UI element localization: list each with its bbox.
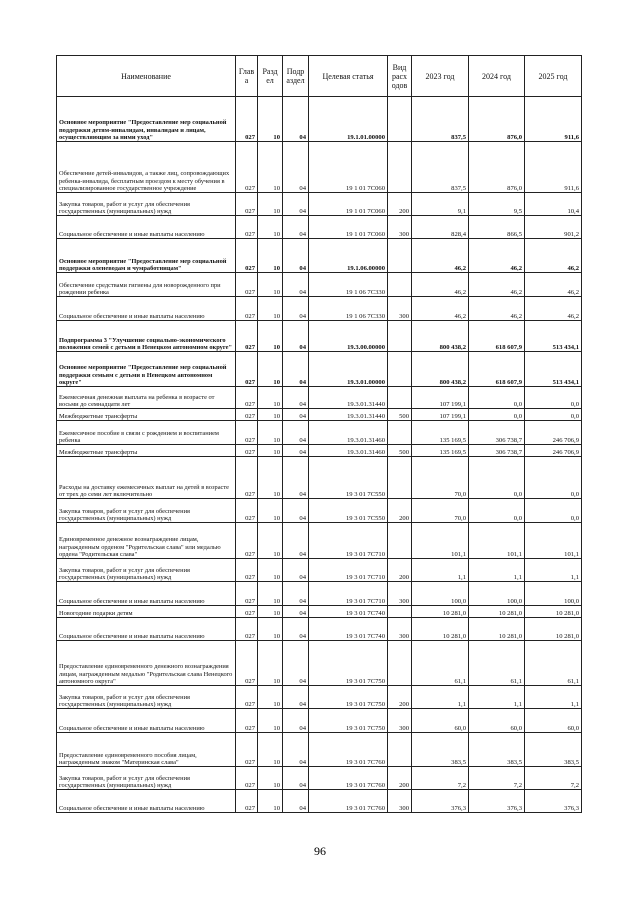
cell-target-article: 19.3.01.31460 (309, 445, 388, 457)
cell-year-2024: 0,0 (469, 457, 525, 499)
cell-target-article: 19 3 01 7С710 (309, 582, 388, 606)
cell-glava: 027 (236, 97, 258, 142)
cell-year-2023: 1,1 (412, 686, 469, 709)
cell-expense-type: 500 (388, 445, 412, 457)
cell-year-2024: 866,5 (469, 216, 525, 239)
cell-razdel: 10 (258, 142, 283, 193)
cell-glava: 027 (236, 686, 258, 709)
cell-name: Единовременное денежное вознаграждение лицам, награжденным орденом "Родительская слава" или медалью ордена "Родительская слава" (57, 523, 236, 559)
table-row (57, 445, 582, 457)
cell-razdel: 10 (258, 457, 283, 499)
cell-expense-type: 300 (388, 709, 412, 733)
cell-year-2025: 911,6 (525, 97, 582, 142)
cell-expense-type (388, 321, 412, 352)
cell-year-2025: 1,1 (525, 686, 582, 709)
cell-year-2024: 46,2 (469, 239, 525, 273)
document-page (56, 55, 581, 813)
cell-expense-type (388, 523, 412, 559)
cell-razdel: 10 (258, 216, 283, 239)
cell-glava: 027 (236, 641, 258, 686)
cell-year-2025: 911,6 (525, 142, 582, 193)
cell-year-2025: 376,3 (525, 790, 582, 813)
cell-year-2025: 0,0 (525, 499, 582, 523)
table-header-row (57, 56, 582, 97)
cell-target-article: 19 3 01 7С740 (309, 618, 388, 641)
cell-name: Расходы на доставку ежемесячных выплат на детей в возрасте от трех до семи лет включительно (57, 457, 236, 499)
table-body (57, 97, 582, 813)
header-year-2023: 2023 год (412, 56, 469, 97)
cell-glava: 027 (236, 709, 258, 733)
cell-year-2024: 46,2 (469, 273, 525, 297)
cell-expense-type (388, 273, 412, 297)
table-row (57, 387, 582, 409)
cell-target-article: 19 1 01 7С060 (309, 142, 388, 193)
cell-year-2025: 0,0 (525, 457, 582, 499)
cell-year-2023: 9,1 (412, 193, 469, 216)
cell-glava: 027 (236, 409, 258, 421)
cell-razdel: 10 (258, 618, 283, 641)
cell-podrazdel: 04 (283, 733, 309, 767)
cell-name: Социальное обеспечение и иные выплаты населению (57, 297, 236, 321)
cell-glava: 027 (236, 352, 258, 387)
cell-year-2023: 10 281,0 (412, 618, 469, 641)
cell-razdel: 10 (258, 709, 283, 733)
cell-year-2025: 0,0 (525, 387, 582, 409)
cell-name: Закупка товаров, работ и услуг для обеспечения государственных (муниципальных) нужд (57, 193, 236, 216)
cell-year-2025: 383,5 (525, 733, 582, 767)
cell-year-2023: 800 438,2 (412, 352, 469, 387)
cell-name: Межбюджетные трансферты (57, 409, 236, 421)
cell-expense-type: 300 (388, 216, 412, 239)
cell-razdel: 10 (258, 523, 283, 559)
cell-target-article: 19 1 01 7С060 (309, 216, 388, 239)
table-row (57, 559, 582, 582)
cell-glava: 027 (236, 523, 258, 559)
cell-year-2024: 7,2 (469, 767, 525, 790)
cell-year-2024: 376,3 (469, 790, 525, 813)
cell-target-article: 19 3 01 7С760 (309, 790, 388, 813)
cell-year-2023: 107 199,1 (412, 409, 469, 421)
cell-name: Основное мероприятие "Предоставление мер социальной поддержки детям-инвалидам, инвалидам и лицам, осуществляющим за ними уход" (57, 97, 236, 142)
cell-year-2024: 101,1 (469, 523, 525, 559)
cell-target-article: 19 3 01 7С750 (309, 709, 388, 733)
cell-year-2024: 10 281,0 (469, 618, 525, 641)
cell-year-2023: 70,0 (412, 457, 469, 499)
cell-podrazdel: 04 (283, 790, 309, 813)
cell-year-2023: 60,0 (412, 709, 469, 733)
cell-podrazdel: 04 (283, 445, 309, 457)
cell-expense-type (388, 387, 412, 409)
table-row (57, 767, 582, 790)
cell-year-2025: 101,1 (525, 523, 582, 559)
header-target-article: Целевая статья (309, 56, 388, 97)
table-row (57, 641, 582, 686)
cell-expense-type (388, 733, 412, 767)
table-row (57, 239, 582, 273)
cell-podrazdel: 04 (283, 767, 309, 790)
cell-razdel: 10 (258, 273, 283, 297)
cell-target-article: 19 3 01 7С760 (309, 733, 388, 767)
cell-razdel: 10 (258, 387, 283, 409)
cell-glava: 027 (236, 193, 258, 216)
cell-year-2025: 246 706,9 (525, 445, 582, 457)
cell-year-2025: 901,2 (525, 216, 582, 239)
cell-podrazdel: 04 (283, 239, 309, 273)
header-year-2024: 2024 год (469, 56, 525, 97)
cell-year-2023: 70,0 (412, 499, 469, 523)
cell-year-2025: 513 434,1 (525, 352, 582, 387)
cell-podrazdel: 04 (283, 582, 309, 606)
table-row (57, 709, 582, 733)
cell-expense-type (388, 352, 412, 387)
cell-name: Обеспечение средствами гигиены для новорожденного при рождении ребенка (57, 273, 236, 297)
cell-podrazdel: 04 (283, 97, 309, 142)
table-row (57, 193, 582, 216)
cell-year-2024: 306 738,7 (469, 445, 525, 457)
table-row (57, 457, 582, 499)
cell-podrazdel: 04 (283, 273, 309, 297)
cell-year-2025: 60,0 (525, 709, 582, 733)
cell-expense-type: 300 (388, 618, 412, 641)
cell-razdel: 10 (258, 641, 283, 686)
cell-target-article: 19 1 06 7С330 (309, 273, 388, 297)
table-row (57, 297, 582, 321)
cell-year-2025: 10 281,0 (525, 606, 582, 618)
cell-podrazdel: 04 (283, 709, 309, 733)
cell-target-article: 19.3.01.31460 (309, 421, 388, 445)
budget-table (56, 55, 582, 813)
cell-razdel: 10 (258, 297, 283, 321)
cell-podrazdel: 04 (283, 618, 309, 641)
cell-year-2024: 618 607,9 (469, 352, 525, 387)
cell-year-2025: 46,2 (525, 297, 582, 321)
cell-year-2025: 0,0 (525, 409, 582, 421)
cell-glava: 027 (236, 457, 258, 499)
cell-target-article: 19 3 01 7С760 (309, 767, 388, 790)
cell-glava: 027 (236, 606, 258, 618)
cell-name: Ежемесячная денежная выплата на ребенка в возрасте от восьми до семнадцати лет (57, 387, 236, 409)
cell-year-2024: 0,0 (469, 499, 525, 523)
cell-year-2023: 100,0 (412, 582, 469, 606)
cell-expense-type (388, 641, 412, 686)
cell-podrazdel: 04 (283, 421, 309, 445)
header-glava: Глав а (236, 56, 258, 97)
table-row (57, 321, 582, 352)
table-row (57, 421, 582, 445)
cell-razdel: 10 (258, 582, 283, 606)
cell-name: Закупка товаров, работ и услуг для обеспечения государственных (муниципальных) нужд (57, 686, 236, 709)
cell-glava: 027 (236, 421, 258, 445)
cell-razdel: 10 (258, 321, 283, 352)
cell-razdel: 10 (258, 790, 283, 813)
cell-expense-type: 300 (388, 582, 412, 606)
cell-year-2023: 376,3 (412, 790, 469, 813)
cell-glava: 027 (236, 618, 258, 641)
cell-razdel: 10 (258, 733, 283, 767)
table-row (57, 97, 582, 142)
cell-podrazdel: 04 (283, 142, 309, 193)
cell-year-2025: 10 281,0 (525, 618, 582, 641)
cell-year-2023: 837,5 (412, 142, 469, 193)
cell-expense-type (388, 457, 412, 499)
cell-name: Обеспечение детей-инвалидов, а также лиц, сопровождающих ребенка-инвалида, бесплатным проездом к месту обучения в специализированное государственное учреждение (57, 142, 236, 193)
cell-name: Предоставление единовременного пособия лицам, награжденным знаком "Материнская слава" (57, 733, 236, 767)
cell-year-2023: 837,5 (412, 97, 469, 142)
cell-target-article: 19.3.01.00000 (309, 352, 388, 387)
cell-target-article: 19 3 01 7С710 (309, 523, 388, 559)
page-number: 96 (314, 844, 326, 858)
cell-expense-type: 200 (388, 767, 412, 790)
cell-podrazdel: 04 (283, 606, 309, 618)
header-podrazdel: Подр аздел (283, 56, 309, 97)
cell-year-2024: 46,2 (469, 297, 525, 321)
table-row (57, 216, 582, 239)
cell-name: Социальное обеспечение и иные выплаты населению (57, 709, 236, 733)
cell-year-2023: 135 169,5 (412, 445, 469, 457)
cell-expense-type: 300 (388, 790, 412, 813)
cell-expense-type: 200 (388, 193, 412, 216)
cell-name: Ежемесячное пособие в связи с рождением и воспитанием ребенка (57, 421, 236, 445)
cell-target-article: 19.3.00.00000 (309, 321, 388, 352)
cell-year-2023: 7,2 (412, 767, 469, 790)
cell-target-article: 19 3 01 7С750 (309, 641, 388, 686)
cell-target-article: 19.1.06.00000 (309, 239, 388, 273)
cell-razdel: 10 (258, 686, 283, 709)
cell-year-2024: 61,1 (469, 641, 525, 686)
table-row (57, 523, 582, 559)
cell-year-2024: 618 607,9 (469, 321, 525, 352)
cell-podrazdel: 04 (283, 686, 309, 709)
cell-year-2023: 383,5 (412, 733, 469, 767)
cell-year-2023: 61,1 (412, 641, 469, 686)
cell-name: Закупка товаров, работ и услуг для обеспечения государственных (муниципальных) нужд (57, 767, 236, 790)
cell-year-2024: 10 281,0 (469, 606, 525, 618)
cell-year-2023: 46,2 (412, 297, 469, 321)
cell-year-2025: 46,2 (525, 273, 582, 297)
cell-name: Основное мероприятие "Предоставление мер социальной поддержки оленеводам и чумработницам" (57, 239, 236, 273)
cell-podrazdel: 04 (283, 457, 309, 499)
cell-razdel: 10 (258, 421, 283, 445)
cell-glava: 027 (236, 767, 258, 790)
cell-target-article: 19.3.01.31440 (309, 409, 388, 421)
cell-year-2024: 306 738,7 (469, 421, 525, 445)
cell-year-2023: 800 438,2 (412, 321, 469, 352)
table-row (57, 409, 582, 421)
table-row (57, 499, 582, 523)
cell-podrazdel: 04 (283, 297, 309, 321)
cell-podrazdel: 04 (283, 559, 309, 582)
table-row (57, 142, 582, 193)
cell-podrazdel: 04 (283, 352, 309, 387)
cell-name: Закупка товаров, работ и услуг для обеспечения государственных (муниципальных) нужд (57, 559, 236, 582)
cell-glava: 027 (236, 445, 258, 457)
cell-glava: 027 (236, 273, 258, 297)
cell-year-2024: 100,0 (469, 582, 525, 606)
cell-razdel: 10 (258, 193, 283, 216)
cell-podrazdel: 04 (283, 409, 309, 421)
cell-year-2025: 513 434,1 (525, 321, 582, 352)
cell-glava: 027 (236, 297, 258, 321)
cell-target-article: 19 3 01 7С750 (309, 686, 388, 709)
cell-glava: 027 (236, 733, 258, 767)
cell-name: Социальное обеспечение и иные выплаты населению (57, 216, 236, 239)
cell-name: Новогодние подарки детям (57, 606, 236, 618)
cell-podrazdel: 04 (283, 193, 309, 216)
cell-podrazdel: 04 (283, 499, 309, 523)
cell-glava: 027 (236, 582, 258, 606)
cell-year-2024: 1,1 (469, 686, 525, 709)
cell-name: Социальное обеспечение и иные выплаты населению (57, 582, 236, 606)
cell-name: Межбюджетные трансферты (57, 445, 236, 457)
header-name: Наименование (57, 56, 236, 97)
cell-target-article: 19.1.01.00000 (309, 97, 388, 142)
header-year-2025: 2025 год (525, 56, 582, 97)
cell-expense-type: 300 (388, 297, 412, 321)
cell-razdel: 10 (258, 239, 283, 273)
cell-year-2024: 0,0 (469, 387, 525, 409)
cell-podrazdel: 04 (283, 321, 309, 352)
cell-name: Подпрограмма 3 "Улучшение социально-экономического положения семей с детьми в Ненецком автономном округе" (57, 321, 236, 352)
cell-name: Предоставление единовременного денежного вознаграждения лицам, награжденным медалью "Родительская слава Ненецкого автономного округа" (57, 641, 236, 686)
cell-target-article: 19 3 01 7С550 (309, 499, 388, 523)
cell-year-2024: 1,1 (469, 559, 525, 582)
cell-podrazdel: 04 (283, 216, 309, 239)
cell-glava: 027 (236, 142, 258, 193)
cell-year-2023: 101,1 (412, 523, 469, 559)
cell-year-2025: 46,2 (525, 239, 582, 273)
cell-glava: 027 (236, 499, 258, 523)
cell-year-2025: 61,1 (525, 641, 582, 686)
cell-year-2023: 46,2 (412, 239, 469, 273)
cell-expense-type: 200 (388, 499, 412, 523)
cell-year-2025: 10,4 (525, 193, 582, 216)
cell-year-2023: 107 199,1 (412, 387, 469, 409)
table-row (57, 733, 582, 767)
cell-name: Основное мероприятие "Предоставление мер социальной поддержки семьям с детьми в Ненецком автономном округе" (57, 352, 236, 387)
cell-year-2025: 7,2 (525, 767, 582, 790)
cell-year-2025: 246 706,9 (525, 421, 582, 445)
cell-name: Закупка товаров, работ и услуг для обеспечения государственных (муниципальных) нужд (57, 499, 236, 523)
cell-year-2024: 0,0 (469, 409, 525, 421)
cell-year-2023: 10 281,0 (412, 606, 469, 618)
cell-target-article: 19 3 01 7С710 (309, 559, 388, 582)
cell-razdel: 10 (258, 767, 283, 790)
cell-razdel: 10 (258, 559, 283, 582)
cell-name: Социальное обеспечение и иные выплаты населению (57, 618, 236, 641)
cell-glava: 027 (236, 321, 258, 352)
cell-glava: 027 (236, 387, 258, 409)
cell-razdel: 10 (258, 445, 283, 457)
table-row (57, 582, 582, 606)
cell-year-2025: 1,1 (525, 559, 582, 582)
cell-razdel: 10 (258, 409, 283, 421)
cell-glava: 027 (236, 559, 258, 582)
cell-expense-type: 200 (388, 559, 412, 582)
cell-podrazdel: 04 (283, 523, 309, 559)
cell-podrazdel: 04 (283, 641, 309, 686)
cell-expense-type (388, 421, 412, 445)
table-row (57, 790, 582, 813)
cell-expense-type (388, 606, 412, 618)
cell-podrazdel: 04 (283, 387, 309, 409)
cell-year-2024: 383,5 (469, 733, 525, 767)
cell-glava: 027 (236, 239, 258, 273)
cell-expense-type (388, 239, 412, 273)
cell-expense-type: 500 (388, 409, 412, 421)
cell-year-2023: 135 169,5 (412, 421, 469, 445)
table-row (57, 686, 582, 709)
cell-expense-type: 200 (388, 686, 412, 709)
table-row (57, 352, 582, 387)
cell-year-2023: 46,2 (412, 273, 469, 297)
cell-year-2023: 828,4 (412, 216, 469, 239)
table-row (57, 606, 582, 618)
table-row (57, 273, 582, 297)
cell-target-article: 19.3.01.31440 (309, 387, 388, 409)
cell-expense-type (388, 97, 412, 142)
header-razdel: Разд ел (258, 56, 283, 97)
cell-razdel: 10 (258, 97, 283, 142)
cell-year-2024: 9,5 (469, 193, 525, 216)
cell-year-2024: 876,0 (469, 142, 525, 193)
cell-year-2025: 100,0 (525, 582, 582, 606)
header-expense-type: Вид расх одов (388, 56, 412, 97)
cell-year-2023: 1,1 (412, 559, 469, 582)
cell-expense-type (388, 142, 412, 193)
cell-glava: 027 (236, 216, 258, 239)
cell-year-2024: 60,0 (469, 709, 525, 733)
cell-target-article: 19 3 01 7С740 (309, 606, 388, 618)
cell-year-2024: 876,0 (469, 97, 525, 142)
cell-razdel: 10 (258, 352, 283, 387)
cell-razdel: 10 (258, 606, 283, 618)
cell-target-article: 19 1 06 7С330 (309, 297, 388, 321)
cell-target-article: 19 1 01 7С060 (309, 193, 388, 216)
table-row (57, 618, 582, 641)
cell-razdel: 10 (258, 499, 283, 523)
cell-name: Социальное обеспечение и иные выплаты населению (57, 790, 236, 813)
cell-glava: 027 (236, 790, 258, 813)
cell-target-article: 19 3 01 7С550 (309, 457, 388, 499)
